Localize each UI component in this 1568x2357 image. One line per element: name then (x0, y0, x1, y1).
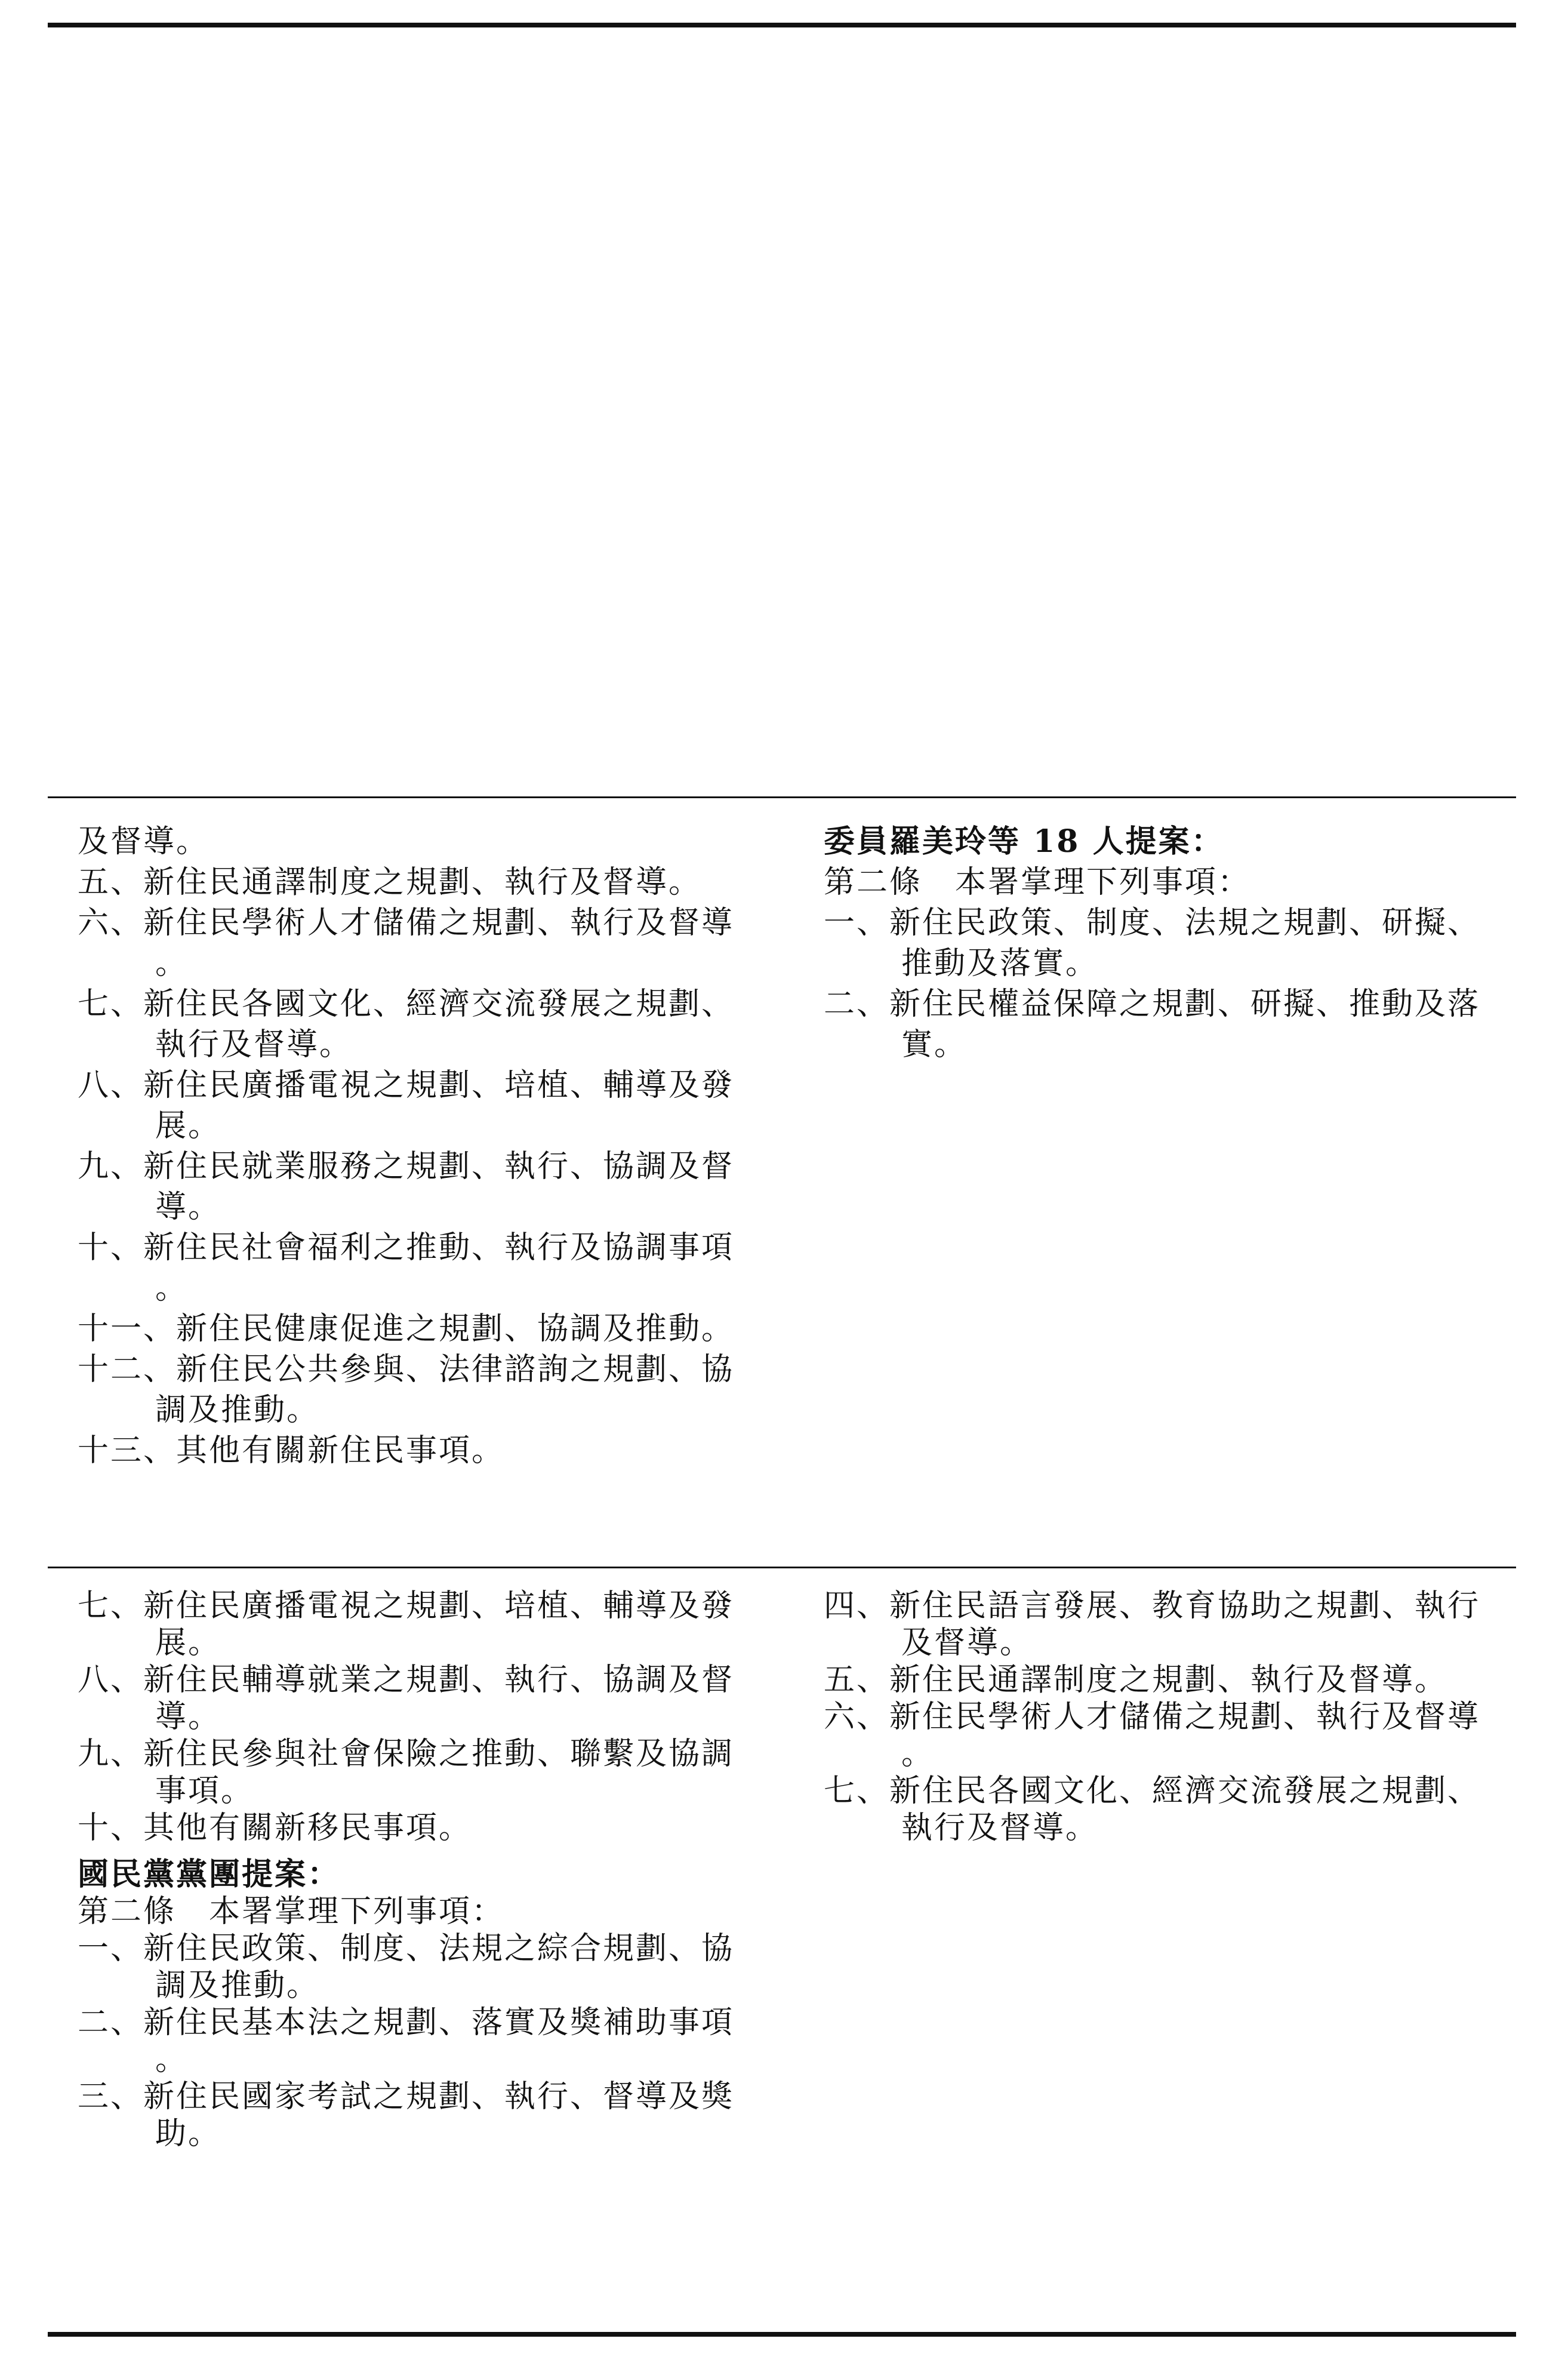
text-line: 十一、新住民健康促進之規劃、協調及推動。 (78, 1311, 735, 1347)
text-line: 十二、新住民公共參與、法律諮詢之規劃、協 (78, 1352, 735, 1387)
text-line: 八、新住民輔導就業之規劃、執行、協調及督 (78, 1662, 735, 1698)
text-line: 六、新住民學術人才儲備之規劃、執行及督導 (78, 905, 735, 941)
item-line: 推動及落實。 (901, 946, 1099, 981)
item-line: 二、新住民基本法之規劃、落實及獎補助事項 (78, 2005, 735, 2041)
text-line: 展。 (155, 1108, 221, 1144)
item-line: 二、新住民權益保障之規劃、研擬、推動及落 (824, 986, 1481, 1022)
text-line: 導。 (155, 1699, 221, 1735)
item-line: 四、新住民語言發展、教育協助之規劃、執行 (824, 1588, 1481, 1624)
text-line: 。 (155, 946, 189, 981)
text-line: 八、新住民廣播電視之規劃、培植、輔導及發 (78, 1067, 735, 1103)
item-line: 六、新住民學術人才儲備之規劃、執行及督導 (824, 1699, 1481, 1735)
item-line: 五、新住民通譯制度之規劃、執行及督導。 (824, 1662, 1448, 1698)
text-line: 。 (155, 1270, 189, 1306)
item-line: 三、新住民國家考試之規劃、執行、督導及獎 (78, 2079, 735, 2115)
text-line: 十三、其他有關新住民事項。 (78, 1433, 505, 1469)
proposal-heading: 國民黨黨團提案： (78, 1856, 341, 1893)
text-line: 展。 (155, 1625, 221, 1661)
text-line: 五、新住民通譯制度之規劃、執行及督導。 (78, 864, 702, 900)
text-line: 七、新住民各國文化、經濟交流發展之規劃、 (78, 986, 735, 1022)
article-line: 第二條 本署掌理下列事項： (78, 1894, 505, 1930)
item-line: 實。 (901, 1027, 968, 1063)
item-line: 調及推動。 (155, 1968, 320, 2004)
item-line: 一、新住民政策、制度、法規之規劃、研擬、 (824, 905, 1481, 941)
text-line: 執行及督導。 (155, 1027, 353, 1063)
article-line: 第二條 本署掌理下列事項： (824, 864, 1251, 900)
text-line: 及督導。 (78, 824, 210, 860)
text-line: 九、新住民就業服務之規劃、執行、協調及督 (78, 1149, 735, 1184)
proposal-heading: 委員羅美玲等 18 人提案： (824, 823, 1224, 860)
item-line: 及督導。 (901, 1625, 1033, 1661)
text-line: 調及推動。 (155, 1392, 320, 1428)
text-line: 十、新住民社會福利之推動、執行及協調事項 (78, 1230, 735, 1266)
text-line: 導。 (155, 1189, 221, 1225)
item-line: 。 (155, 2042, 189, 2078)
item-line: 執行及督導。 (901, 1810, 1099, 1846)
text-line: 十、其他有關新移民事項。 (78, 1810, 472, 1846)
item-line: 七、新住民各國文化、經濟交流發展之規劃、 (824, 1773, 1481, 1809)
text-line: 九、新住民參與社會保險之推動、聯繫及協調 (78, 1736, 735, 1772)
text-line: 事項。 (155, 1773, 254, 1809)
item-line: 助。 (155, 2116, 221, 2152)
item-line: 。 (901, 1736, 935, 1772)
item-line: 一、新住民政策、制度、法規之綜合規劃、協 (78, 1931, 735, 1967)
text-line: 七、新住民廣播電視之規劃、培植、輔導及發 (78, 1588, 735, 1624)
